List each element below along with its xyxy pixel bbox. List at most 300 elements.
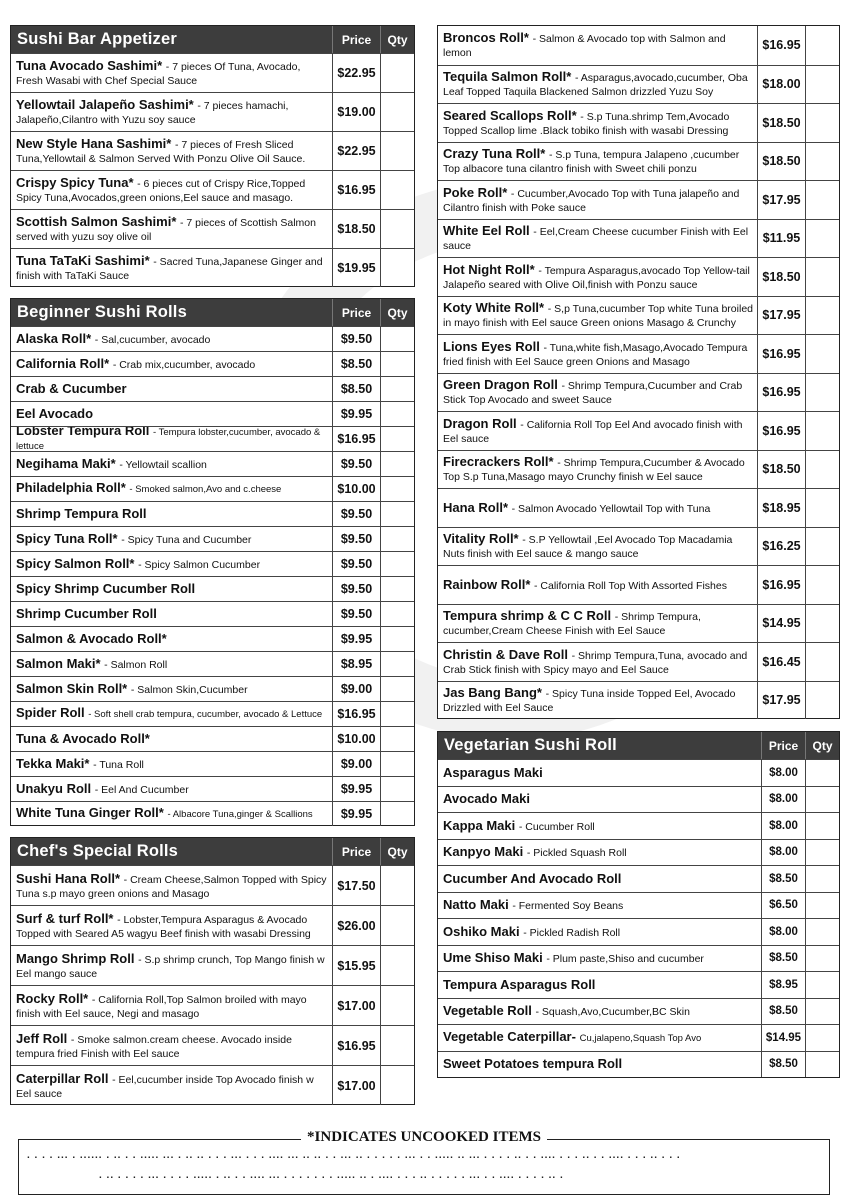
item-name: Salmon Maki*: [16, 656, 101, 671]
appetizer-table: [10, 25, 415, 287]
item-name-line: [16, 1032, 329, 1060]
item-name-line: [443, 301, 754, 329]
item-description-cell: [438, 258, 757, 296]
item-desc: - Eel,Cream Cheese cucumber Finish with Eel sauce: [443, 226, 749, 253]
menu-item-crispy-spicy-tuna: [11, 170, 414, 209]
item-price: $8.95: [761, 972, 805, 998]
special-rolls-table: [437, 25, 840, 719]
qty-cell[interactable]: [805, 919, 839, 945]
vegetarian-header: [438, 732, 839, 759]
menu-item-tuna-avocado-roll: [11, 726, 414, 751]
item-name: Tempura shrimp & C C Roll: [443, 608, 612, 624]
menu-item-caterpillar-roll: [11, 1065, 414, 1105]
item-name-line: [443, 686, 754, 714]
item-name-line: [443, 1004, 758, 1018]
item-price: $9.50: [332, 502, 380, 526]
item-name-line: [443, 31, 754, 59]
item-description-cell: [11, 210, 332, 248]
item-name: Spicy Tuna Roll*: [16, 531, 118, 546]
item-name-line: [443, 263, 754, 291]
item-price: $9.50: [332, 552, 380, 576]
item-description-cell: [11, 552, 332, 576]
item-description-cell: [438, 220, 757, 258]
qty-cell[interactable]: [380, 132, 414, 170]
item-description-cell: [438, 840, 761, 866]
qty-cell[interactable]: [805, 143, 839, 181]
qty-cell[interactable]: [380, 527, 414, 551]
menu-item-sweet-potatoes-tempura-roll: [438, 1051, 839, 1078]
qty-cell[interactable]: [805, 1052, 839, 1078]
item-name-line: [16, 215, 329, 243]
item-desc: - 6 pieces cut of Crispy Rice,Topped Spicy Tuna,Avocados,green onions,Eel sauce and masago.: [16, 178, 306, 204]
qty-cell[interactable]: [805, 682, 839, 720]
qty-cell[interactable]: [805, 181, 839, 219]
item-desc: - Cucumber,Avocado Top with Tuna jalapeño and Cilantro finish with Poke sauce: [443, 187, 740, 214]
item-desc: - Cucumber Roll: [518, 820, 595, 833]
item-desc: - Tempura Asparagus,avocado Top Yellow-tail Jalapeño seared with Olive Oil,finish with Ponzu sauce: [443, 264, 750, 291]
item-price: $10.00: [332, 477, 380, 501]
item-desc: - S.p Tuna, tempura Jalapeno ,cucumber Top albacore tuna cilantro finish with Sweet chili ponzu: [443, 149, 740, 176]
item-desc: - Eel,cucumber inside Top Avocado finish w Eel sauce: [16, 1073, 314, 1100]
item-name: Cucumber And Avocado Roll: [443, 870, 622, 886]
qty-cell[interactable]: [380, 93, 414, 131]
item-description-cell: [11, 652, 332, 676]
qty-cell[interactable]: [805, 297, 839, 335]
menu-item-spicy-salmon-roll: [11, 551, 414, 576]
qty-cell[interactable]: [380, 602, 414, 626]
qty-cell[interactable]: [805, 840, 839, 866]
item-name-line: [16, 952, 329, 980]
section-title: Chef's Special Rolls: [17, 842, 179, 860]
item-desc: - Shrimp Tempura, cucumber,Cream Cheese Finish with Eel Sauce: [443, 611, 701, 638]
qty-cell[interactable]: [380, 906, 414, 945]
item-description-cell: [11, 93, 332, 131]
qty-cell[interactable]: [805, 605, 839, 643]
section-title: Sushi Bar Appetizer: [17, 30, 177, 48]
qty-cell[interactable]: [805, 528, 839, 566]
qty-cell[interactable]: [805, 643, 839, 681]
menu-item-salmon-skin-roll: [11, 676, 414, 701]
item-description-cell: [438, 946, 761, 972]
qty-cell[interactable]: [380, 54, 414, 92]
item-name: Salmon Skin Roll*: [16, 681, 128, 696]
item-price: $17.95: [757, 682, 805, 720]
item-description-cell: [438, 412, 757, 450]
item-price: $9.50: [332, 327, 380, 351]
qty-cell[interactable]: [805, 1025, 839, 1051]
item-desc: - S.p Tuna.shrimp Tem,Avocado Topped Scallop lime .Black tobiko finish with wasabi Dressing: [443, 110, 730, 137]
item-name: Jas Bang Bang*: [443, 685, 542, 701]
item-description-cell: [438, 605, 757, 643]
menu-item-vegetable-roll: [438, 998, 839, 1025]
item-name-line: [16, 382, 329, 396]
menu-item-tuna-avocado-sashimi: [11, 53, 414, 92]
qty-cell[interactable]: [805, 335, 839, 373]
menu-item-salmon-maki: [11, 651, 414, 676]
qty-cell[interactable]: [380, 946, 414, 985]
price-header: Price: [332, 838, 380, 865]
item-name: Vegetable Roll: [443, 1003, 532, 1019]
item-description-cell: [438, 643, 757, 681]
qty-cell[interactable]: [380, 702, 414, 726]
menu-item-vegetable-caterpillar: [438, 1024, 839, 1051]
item-name: Hana Roll*: [443, 499, 509, 515]
item-price: $8.50: [332, 377, 380, 401]
item-desc: - Tuna,white fish,Masago,Avocado Tempura fried finish with Eel Sauce green Onions and Masago: [443, 341, 748, 368]
item-price: $8.95: [332, 652, 380, 676]
item-name-line: [16, 482, 329, 496]
menu-item-negihama-maki: [11, 451, 414, 476]
item-name: Spicy Salmon Roll*: [16, 556, 135, 571]
item-price: $9.50: [332, 527, 380, 551]
qty-cell[interactable]: [380, 377, 414, 401]
item-desc: - Soft shell crab tempura, cucumber, avocado & Lettuce: [88, 709, 323, 720]
qty-header: Qty: [805, 732, 839, 759]
item-price: $17.50: [332, 866, 380, 905]
item-name: Lobster Tempura Roll: [16, 427, 150, 438]
menu-item-tequila-salmon-roll: [438, 65, 839, 104]
item-price: $18.50: [332, 210, 380, 248]
qty-cell[interactable]: [805, 893, 839, 919]
qty-cell[interactable]: [380, 327, 414, 351]
qty-cell[interactable]: [805, 866, 839, 892]
item-price: $19.95: [332, 249, 380, 287]
item-desc: - Salmon Skin,Cucumber: [130, 684, 248, 696]
item-description-cell: [438, 893, 761, 919]
item-desc: - Smoked salmon,Avo and c.cheese: [129, 484, 282, 495]
qty-cell[interactable]: [380, 986, 414, 1025]
item-price: $15.95: [332, 946, 380, 985]
menu-item-firecrackers-roll: [438, 450, 839, 489]
qty-cell[interactable]: [380, 352, 414, 376]
qty-cell[interactable]: [805, 451, 839, 489]
item-description-cell: [11, 1026, 332, 1065]
item-price: $26.00: [332, 906, 380, 945]
item-name: Crispy Spicy Tuna*: [16, 175, 134, 190]
menu-item-mango-shrimp-roll: [11, 945, 414, 985]
menu-item-lobster-tempura-roll: [11, 426, 414, 451]
item-description-cell: [438, 866, 761, 892]
item-price: $16.95: [332, 1026, 380, 1065]
qty-cell[interactable]: [805, 104, 839, 142]
qty-cell[interactable]: [380, 677, 414, 701]
item-description-cell: [438, 972, 761, 998]
qty-cell[interactable]: [805, 374, 839, 412]
item-name: Spider Roll: [16, 705, 85, 720]
item-description-cell: [438, 760, 761, 786]
item-desc: - S.p shrimp crunch, Top Mango finish w Eel mango sauce: [16, 953, 325, 980]
item-name-line: [16, 407, 329, 421]
menu-item-hana-roll: [438, 488, 839, 527]
menu-item-california-roll: [11, 351, 414, 376]
item-description-cell: [11, 54, 332, 92]
item-name-line: [443, 224, 754, 252]
item-price: $8.50: [332, 352, 380, 376]
qty-cell[interactable]: [805, 946, 839, 972]
qty-header: Qty: [380, 26, 414, 53]
menu-item-poke-roll: [438, 180, 839, 219]
item-name: Vegetable Caterpillar-: [443, 1028, 576, 1044]
item-name-line: [16, 607, 329, 621]
item-description-cell: [11, 1066, 332, 1105]
item-name-line: [443, 532, 754, 560]
item-name: Sushi Hana Roll*: [16, 870, 121, 886]
menu-item-broncos-roll: [438, 26, 839, 65]
item-name: Tekka Maki*: [16, 756, 90, 771]
item-desc: - Salmon Avocado Yellowtail Top with Tuna: [511, 502, 711, 515]
item-name: Mango Shrimp Roll: [16, 950, 135, 966]
item-name-line: [16, 872, 329, 900]
qty-cell[interactable]: [805, 258, 839, 296]
item-price: $9.50: [332, 602, 380, 626]
item-description-cell: [11, 906, 332, 945]
item-name-line: [16, 1072, 329, 1100]
qty-cell[interactable]: [380, 452, 414, 476]
item-description-cell: [438, 66, 757, 104]
item-name: Philadelphia Roll*: [16, 480, 126, 495]
item-desc: - Spicy Salmon Cucumber: [138, 559, 261, 571]
item-name-line: [16, 682, 329, 696]
item-desc: - Shrimp Tempura,Tuna, avocado and Crab Stick finish with Spicy mayo and Eel Sauce: [443, 649, 748, 676]
item-name: Broncos Roll*: [443, 30, 529, 46]
qty-cell[interactable]: [380, 552, 414, 576]
item-name-line: [16, 507, 329, 521]
price-header: Price: [332, 26, 380, 53]
menu-item-natto-maki: [438, 892, 839, 919]
item-price: $18.50: [757, 143, 805, 181]
menu-item-new-style-hana-sashimi: [11, 131, 414, 170]
item-price: $8.50: [761, 999, 805, 1025]
item-name-line: [16, 427, 329, 451]
item-desc: - Sal,cucumber, avocado: [94, 334, 211, 346]
item-name-line: [443, 766, 758, 780]
item-desc: - Fermented Soy Beans: [512, 900, 624, 913]
menu-item-koty-white-roll: [438, 296, 839, 335]
qty-cell[interactable]: [805, 566, 839, 604]
item-description-cell: [11, 352, 332, 376]
menu-item-philadelphia-roll: [11, 476, 414, 501]
qty-cell[interactable]: [380, 502, 414, 526]
item-description-cell: [11, 402, 332, 426]
menu-item-white-eel-roll: [438, 219, 839, 258]
qty-cell[interactable]: [805, 972, 839, 998]
vegetarian-table: [437, 731, 840, 1078]
item-name: Dragon Roll: [443, 415, 517, 431]
menu-item-cucumber-and-avocado-roll: [438, 865, 839, 892]
menu-item-rocky-roll: [11, 985, 414, 1025]
item-name: White Tuna Ginger Roll*: [16, 805, 164, 820]
qty-cell[interactable]: [380, 210, 414, 248]
menu-item-spicy-shrimp-cucumber-roll: [11, 576, 414, 601]
qty-cell[interactable]: [380, 777, 414, 801]
uncooked-note: *INDICATES UNCOOKED ITEMS: [301, 1129, 547, 1145]
qty-cell[interactable]: [805, 66, 839, 104]
item-desc: - Shrimp Tempura,Cucumber and Crab Stick Top Avocado and sweet Sauce: [443, 380, 743, 407]
qty-cell[interactable]: [380, 427, 414, 451]
item-name: Tempura Asparagus Roll: [443, 976, 596, 992]
item-name-line: [443, 1028, 758, 1045]
menu-item-surf-turf-roll: [11, 905, 414, 945]
menu-item-crazy-tuna-roll: [438, 142, 839, 181]
item-price: $19.00: [332, 93, 380, 131]
item-name-line: [16, 457, 329, 471]
item-price: $16.25: [757, 528, 805, 566]
item-desc: - California Roll Top Eel And avocado finish with Eel sauce: [443, 418, 743, 445]
item-name: Oshiko Maki: [443, 923, 520, 939]
qty-header: Qty: [380, 299, 414, 326]
item-price: $16.95: [757, 566, 805, 604]
item-name-line: [443, 378, 754, 406]
item-price: $16.95: [332, 171, 380, 209]
menu-item-alaska-roll: [11, 326, 414, 351]
chef-header: [11, 838, 414, 865]
item-description-cell: [438, 566, 757, 604]
qty-cell[interactable]: [380, 802, 414, 826]
menu-item-kappa-maki: [438, 812, 839, 839]
menu-item-shrimp-tempura-roll: [11, 501, 414, 526]
qty-cell[interactable]: [805, 412, 839, 450]
qty-cell[interactable]: [805, 813, 839, 839]
item-desc: - Squash,Avo,Cucumber,BC Skin: [535, 1006, 690, 1019]
item-price: $9.95: [332, 402, 380, 426]
menu-item-eel-avocado: [11, 401, 414, 426]
item-desc: - Pickled Squash Roll: [526, 847, 627, 860]
item-price: $9.95: [332, 777, 380, 801]
item-price: $16.95: [757, 26, 805, 65]
footer-box: [18, 1129, 830, 1195]
item-price: $9.95: [332, 627, 380, 651]
item-name-line: [16, 757, 329, 771]
item-price: $18.50: [757, 258, 805, 296]
menu-item-spider-roll: [11, 701, 414, 726]
menu-item-jeff-roll: [11, 1025, 414, 1065]
item-name: Tuna & Avocado Roll*: [16, 731, 150, 746]
beginner-header: [11, 299, 414, 326]
qty-cell[interactable]: [380, 866, 414, 905]
item-name: Negihama Maki*: [16, 456, 116, 471]
item-name-line: [16, 992, 329, 1020]
qty-cell[interactable]: [380, 752, 414, 776]
item-price: $8.00: [761, 919, 805, 945]
item-description-cell: [438, 143, 757, 181]
menu-item-tekka-maki: [11, 751, 414, 776]
item-name-line: [443, 501, 754, 515]
item-name: Spicy Shrimp Cucumber Roll: [16, 581, 196, 596]
menu-item-oshiko-maki: [438, 918, 839, 945]
item-description-cell: [11, 627, 332, 651]
item-desc: - Shrimp Tempura,Cucumber & Avocado Top S.p Tuna,Masago mayo Crunchy finish w Eel sauce: [443, 457, 745, 484]
item-price: $9.95: [332, 802, 380, 826]
qty-cell[interactable]: [380, 577, 414, 601]
qty-cell[interactable]: [805, 489, 839, 527]
item-description-cell: [11, 577, 332, 601]
qty-cell[interactable]: [805, 220, 839, 258]
menu-item-sushi-hana-roll: [11, 865, 414, 905]
item-desc: - S.P Yellowtail ,Eel Avocado Top Macadamia Nuts finish with Eel sauce & mango sauce: [443, 534, 733, 561]
menu-item-vitality-roll: [438, 527, 839, 566]
qty-cell[interactable]: [805, 999, 839, 1025]
qty-cell[interactable]: [805, 787, 839, 813]
qty-cell[interactable]: [380, 1026, 414, 1065]
qty-cell[interactable]: [380, 727, 414, 751]
item-description-cell: [438, 374, 757, 412]
item-name-line: [16, 732, 329, 746]
item-desc: - Plum paste,Shiso and cucumber: [546, 953, 704, 966]
item-price: $6.50: [761, 893, 805, 919]
item-price: $16.95: [332, 427, 380, 451]
item-name-line: [16, 98, 329, 126]
qty-cell[interactable]: [380, 477, 414, 501]
item-desc: - 7 pieces of Scottish Salmon served with yuzu soy olive oil: [16, 217, 316, 243]
item-desc: - Sacred Tuna,Japanese Ginger and finish with TaTaKi Sauce: [16, 256, 323, 282]
item-name: Christin & Dave Roll: [443, 646, 568, 662]
item-description-cell: [438, 297, 757, 335]
item-description-cell: [438, 682, 757, 720]
item-name-line: [443, 648, 754, 676]
beginner-table: [10, 298, 415, 826]
item-name-line: [16, 176, 329, 204]
item-price: $8.00: [761, 760, 805, 786]
item-description-cell: [11, 752, 332, 776]
item-name-line: [443, 1057, 758, 1071]
item-description-cell: [11, 171, 332, 209]
item-description-cell: [11, 602, 332, 626]
qty-cell[interactable]: [380, 249, 414, 287]
item-description-cell: [11, 502, 332, 526]
item-price: $16.95: [332, 702, 380, 726]
qty-cell[interactable]: [805, 26, 839, 65]
item-description-cell: [11, 727, 332, 751]
item-desc: - Spicy Tuna inside Topped Eel, Avocado Drizzled with Eel Sauce: [443, 688, 736, 715]
item-description-cell: [438, 181, 757, 219]
price-header: Price: [332, 299, 380, 326]
qty-cell[interactable]: [380, 652, 414, 676]
qty-cell[interactable]: [380, 402, 414, 426]
item-name-line: [16, 632, 329, 646]
section-title: Beginner Sushi Rolls: [17, 303, 187, 321]
qty-cell[interactable]: [805, 760, 839, 786]
chef-special-table: [10, 837, 415, 1105]
qty-cell[interactable]: [380, 627, 414, 651]
menu-item-jas-bang-bang: [438, 681, 839, 720]
item-description-cell: [11, 377, 332, 401]
menu-item-tempura-asparagus-roll: [438, 971, 839, 998]
item-name: Seared Scallops Roll*: [443, 107, 577, 123]
menu-item-kanpyo-maki: [438, 839, 839, 866]
qty-cell[interactable]: [380, 171, 414, 209]
menu-item-tempura-shrimp-c-c-roll: [438, 604, 839, 643]
item-name-line: [16, 254, 329, 282]
item-price: $8.00: [761, 787, 805, 813]
appetizer-header: [11, 26, 414, 53]
item-price: $16.95: [757, 374, 805, 412]
item-name-line: [443, 578, 754, 592]
item-name: Natto Maki: [443, 897, 509, 913]
item-description-cell: [438, 489, 757, 527]
item-price: $8.50: [761, 866, 805, 892]
qty-cell[interactable]: [380, 1066, 414, 1105]
menu-item-rainbow-roll: [438, 565, 839, 604]
item-name: Salmon & Avocado Roll*: [16, 631, 167, 646]
item-description-cell: [438, 104, 757, 142]
item-name: Avocado Maki: [443, 791, 530, 807]
menu-item-unakyu-roll: [11, 776, 414, 801]
item-description-cell: [11, 986, 332, 1025]
item-name-line: [16, 707, 329, 721]
menu-item-green-dragon-roll: [438, 373, 839, 412]
item-name: Caterpillar Roll: [16, 1070, 109, 1086]
menu-item-crab-cucumber: [11, 376, 414, 401]
